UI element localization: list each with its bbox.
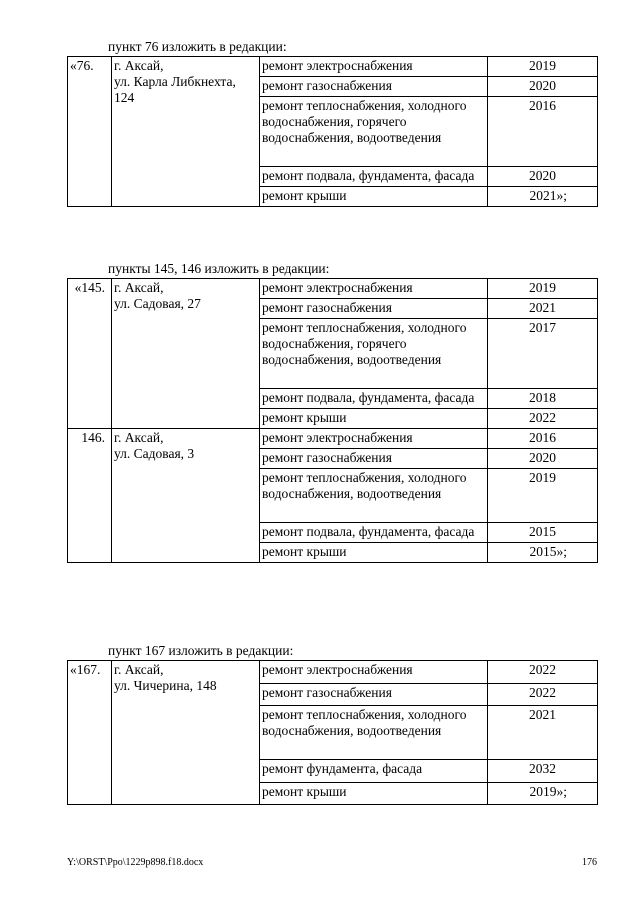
address-line: ул. Садовая, 27 bbox=[114, 296, 201, 311]
work-year: 2021 bbox=[488, 706, 598, 760]
work-year: 2019 bbox=[488, 57, 598, 77]
work-year: 2019 bbox=[488, 469, 598, 523]
work-name: ремонт электроснабжения bbox=[260, 429, 488, 449]
item-number: «167. bbox=[68, 661, 112, 805]
address-line: ул. Садовая, 3 bbox=[114, 446, 195, 461]
item-address bbox=[112, 429, 260, 563]
work-name: ремонт теплоснабжения, холодного водоснабжения, водоотведения bbox=[260, 706, 488, 760]
address-line: ул. Карла Либкнехта, bbox=[114, 74, 236, 89]
work-name: ремонт теплоснабжения, холодного водоснабжения, водоотведения bbox=[260, 469, 488, 523]
address-line: г. Аксай, bbox=[114, 662, 164, 677]
work-name: ремонт фундамента, фасада bbox=[260, 760, 488, 783]
section-intro-145-146: пункты 145, 146 изложить в редакции: bbox=[108, 261, 330, 276]
section-intro-76: пункт 76 изложить в редакции: bbox=[108, 39, 287, 54]
work-year: 2015 bbox=[488, 523, 598, 543]
address-line: г. Аксай, bbox=[114, 58, 164, 73]
amendment-table-76 bbox=[67, 56, 598, 207]
work-name: ремонт газоснабжения bbox=[260, 683, 488, 706]
footer-page-number: 176 bbox=[582, 857, 597, 868]
work-name: ремонт крыши bbox=[260, 543, 488, 563]
footer-file-path: Y:\ORST\Ppo\1229p898.f18.docx bbox=[67, 857, 204, 868]
item-address bbox=[112, 661, 260, 805]
work-year: 2020 bbox=[488, 77, 598, 97]
work-name: ремонт электроснабжения bbox=[260, 279, 488, 299]
work-name: ремонт подвала, фундамента, фасада bbox=[260, 167, 488, 187]
amendment-table-167 bbox=[67, 660, 598, 805]
work-name: ремонт крыши bbox=[260, 409, 488, 429]
address-line: 124 bbox=[114, 90, 135, 105]
work-name: ремонт теплоснабжения, холодного водоснабжения, горячего водоснабжения, водоотведения bbox=[260, 319, 488, 389]
table-row bbox=[68, 57, 598, 77]
work-year: 2016 bbox=[488, 97, 598, 167]
work-name: ремонт газоснабжения bbox=[260, 77, 488, 97]
address-line: г. Аксай, bbox=[114, 280, 164, 295]
work-year: 2016 bbox=[488, 429, 598, 449]
amendment-table-145-146 bbox=[67, 278, 598, 563]
work-name: ремонт крыши bbox=[260, 187, 488, 207]
work-name: ремонт теплоснабжения, холодного водоснабжения, горячего водоснабжения, водоотведения bbox=[260, 97, 488, 167]
work-name: ремонт газоснабжения bbox=[260, 299, 488, 319]
table-row bbox=[68, 661, 598, 684]
item-number: «145. bbox=[68, 279, 112, 429]
work-year: 2018 bbox=[488, 389, 598, 409]
work-year: 2019 bbox=[488, 279, 598, 299]
work-year: 2032 bbox=[488, 760, 598, 783]
table-row bbox=[68, 279, 598, 299]
work-name: ремонт электроснабжения bbox=[260, 661, 488, 684]
item-address bbox=[112, 279, 260, 429]
item-number: «76. bbox=[68, 57, 112, 207]
address-line: г. Аксай, bbox=[114, 430, 164, 445]
work-name: ремонт электроснабжения bbox=[260, 57, 488, 77]
work-year: 2022 bbox=[488, 683, 598, 706]
work-year: 2019»; bbox=[488, 782, 598, 805]
work-name: ремонт газоснабжения bbox=[260, 449, 488, 469]
work-year: 2015»; bbox=[488, 543, 598, 563]
work-year: 2022 bbox=[488, 409, 598, 429]
work-name: ремонт подвала, фундамента, фасада bbox=[260, 523, 488, 543]
address-line: ул. Чичерина, 148 bbox=[114, 678, 217, 693]
item-address bbox=[112, 57, 260, 207]
work-year: 2021 bbox=[488, 299, 598, 319]
work-year: 2017 bbox=[488, 319, 598, 389]
item-number: 146. bbox=[68, 429, 112, 563]
section-intro-167: пункт 167 изложить в редакции: bbox=[108, 643, 294, 658]
table-row bbox=[68, 429, 598, 449]
work-name: ремонт подвала, фундамента, фасада bbox=[260, 389, 488, 409]
work-year: 2020 bbox=[488, 449, 598, 469]
work-year: 2022 bbox=[488, 661, 598, 684]
work-year: 2021»; bbox=[488, 187, 598, 207]
work-name: ремонт крыши bbox=[260, 782, 488, 805]
work-year: 2020 bbox=[488, 167, 598, 187]
